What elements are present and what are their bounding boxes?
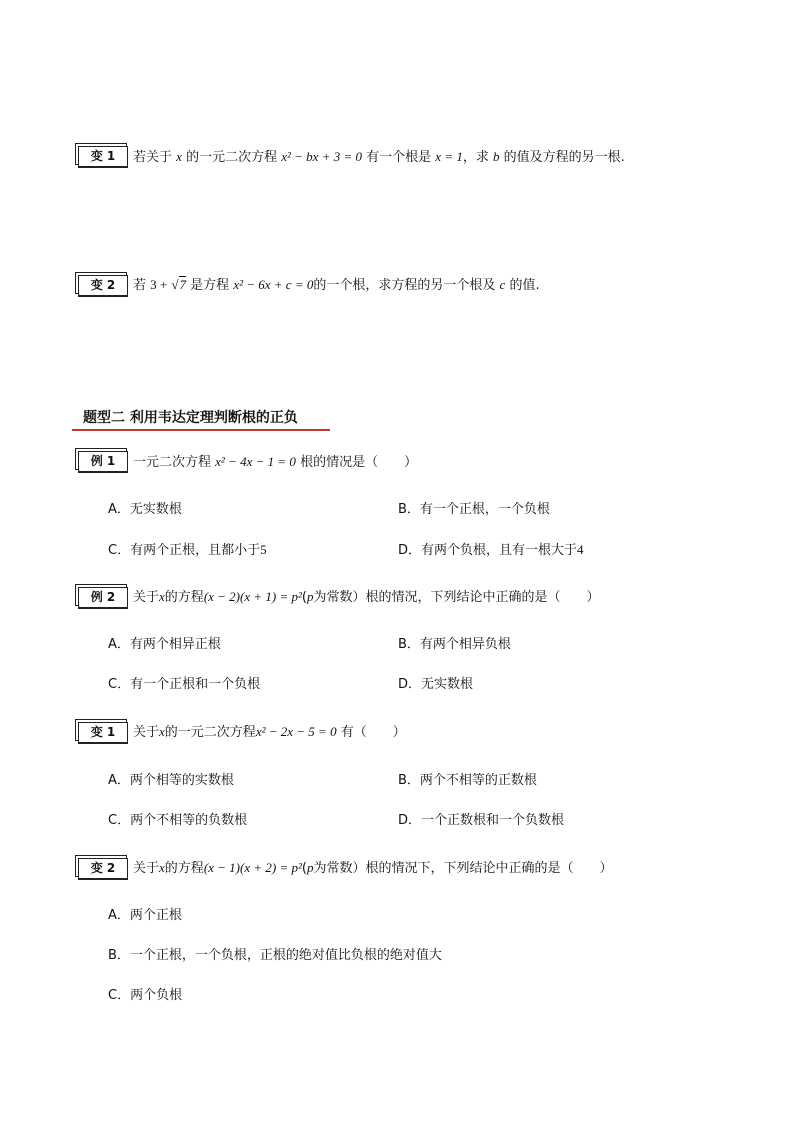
tag-label: 变 1: [90, 149, 116, 163]
question-tag-variant-1b: [75, 719, 127, 741]
option-a[interactable]: A．两个正根: [108, 908, 182, 923]
variant-2b-text: 关于x的方程(x − 1)(x + 2) = p²(p为常数）根的情况下，下列结论中正确的是（ ）: [133, 860, 613, 876]
option-c[interactable]: C．两个不相等的负数根: [108, 813, 248, 828]
option-d[interactable]: D．无实数根: [398, 677, 474, 692]
option-b[interactable]: B．两个不相等的正数根: [398, 773, 537, 788]
tag-label: 变 2: [90, 861, 116, 875]
question-tag-example-2: [75, 584, 127, 606]
option-c[interactable]: C．有两个正根，且都小于5: [108, 542, 267, 558]
question-tag-variant-1: [75, 143, 127, 165]
option-a[interactable]: A．无实数根: [108, 502, 182, 517]
given-root: x = 1: [435, 149, 463, 164]
tag-label: 变 2: [90, 278, 116, 292]
tag-label: 例 2: [90, 590, 116, 604]
equation: x² − 6x + c = 0: [233, 277, 314, 292]
sqrt-expression: √7: [171, 277, 187, 292]
option-c[interactable]: C．两个负根: [108, 988, 183, 1003]
equation: (x − 2)(x + 1) = p²: [203, 589, 302, 604]
question-variant-2-text: 若 3 + √7 是方程 x² − 6x + c = 0的一个根，求方程的另一个根及 c 的值.: [133, 277, 540, 293]
example-2-text: 关于x的方程(x − 2)(x + 1) = p²(p为常数）根的情况，下列结论中正确的是（ ）: [133, 589, 600, 605]
tag-label: 例 1: [90, 454, 116, 468]
section-heading: 题型二 利用韦达定理判断根的正负: [83, 410, 298, 426]
question-tag-variant-2: [75, 272, 127, 294]
option-b[interactable]: B．有一个正根，一个负根: [398, 502, 550, 517]
example-1-text: 一元二次方程 x² − 4x − 1 = 0 根的情况是（ ）: [133, 454, 418, 470]
option-d[interactable]: D．有两个负根，且有一根大于4: [398, 542, 584, 558]
option-a[interactable]: A．有两个相异正根: [108, 637, 221, 652]
equation: x² − 2x − 5 = 0: [255, 724, 337, 739]
variant-1b-text: 关于x的一元二次方程x² − 2x − 5 = 0 有（ ）: [133, 724, 406, 740]
option-a[interactable]: A．两个相等的实数根: [108, 773, 234, 788]
equation: x² − 4x − 1 = 0: [215, 454, 296, 469]
question-variant-1-text: 若关于 x 的一元二次方程 x² − bx + 3 = 0 有一个根是 x = 1，求 b 的值及方程的另一根.: [133, 149, 625, 165]
equation: (x − 1)(x + 2) = p²: [203, 860, 302, 875]
option-d[interactable]: D．一个正数根和一个负数根: [398, 813, 565, 828]
option-b[interactable]: B．有两个相异负根: [398, 637, 511, 652]
option-c[interactable]: C．有一个正根和一个负根: [108, 677, 261, 692]
question-tag-variant-2b: [75, 855, 127, 877]
heading-underline: [72, 429, 330, 431]
equation: x² − bx + 3 = 0: [281, 149, 362, 164]
tag-label: 变 1: [90, 725, 116, 739]
option-b[interactable]: B．一个正根，一个负根，正根的绝对值比负根的绝对值大: [108, 948, 442, 963]
question-tag-example-1: [75, 448, 127, 470]
